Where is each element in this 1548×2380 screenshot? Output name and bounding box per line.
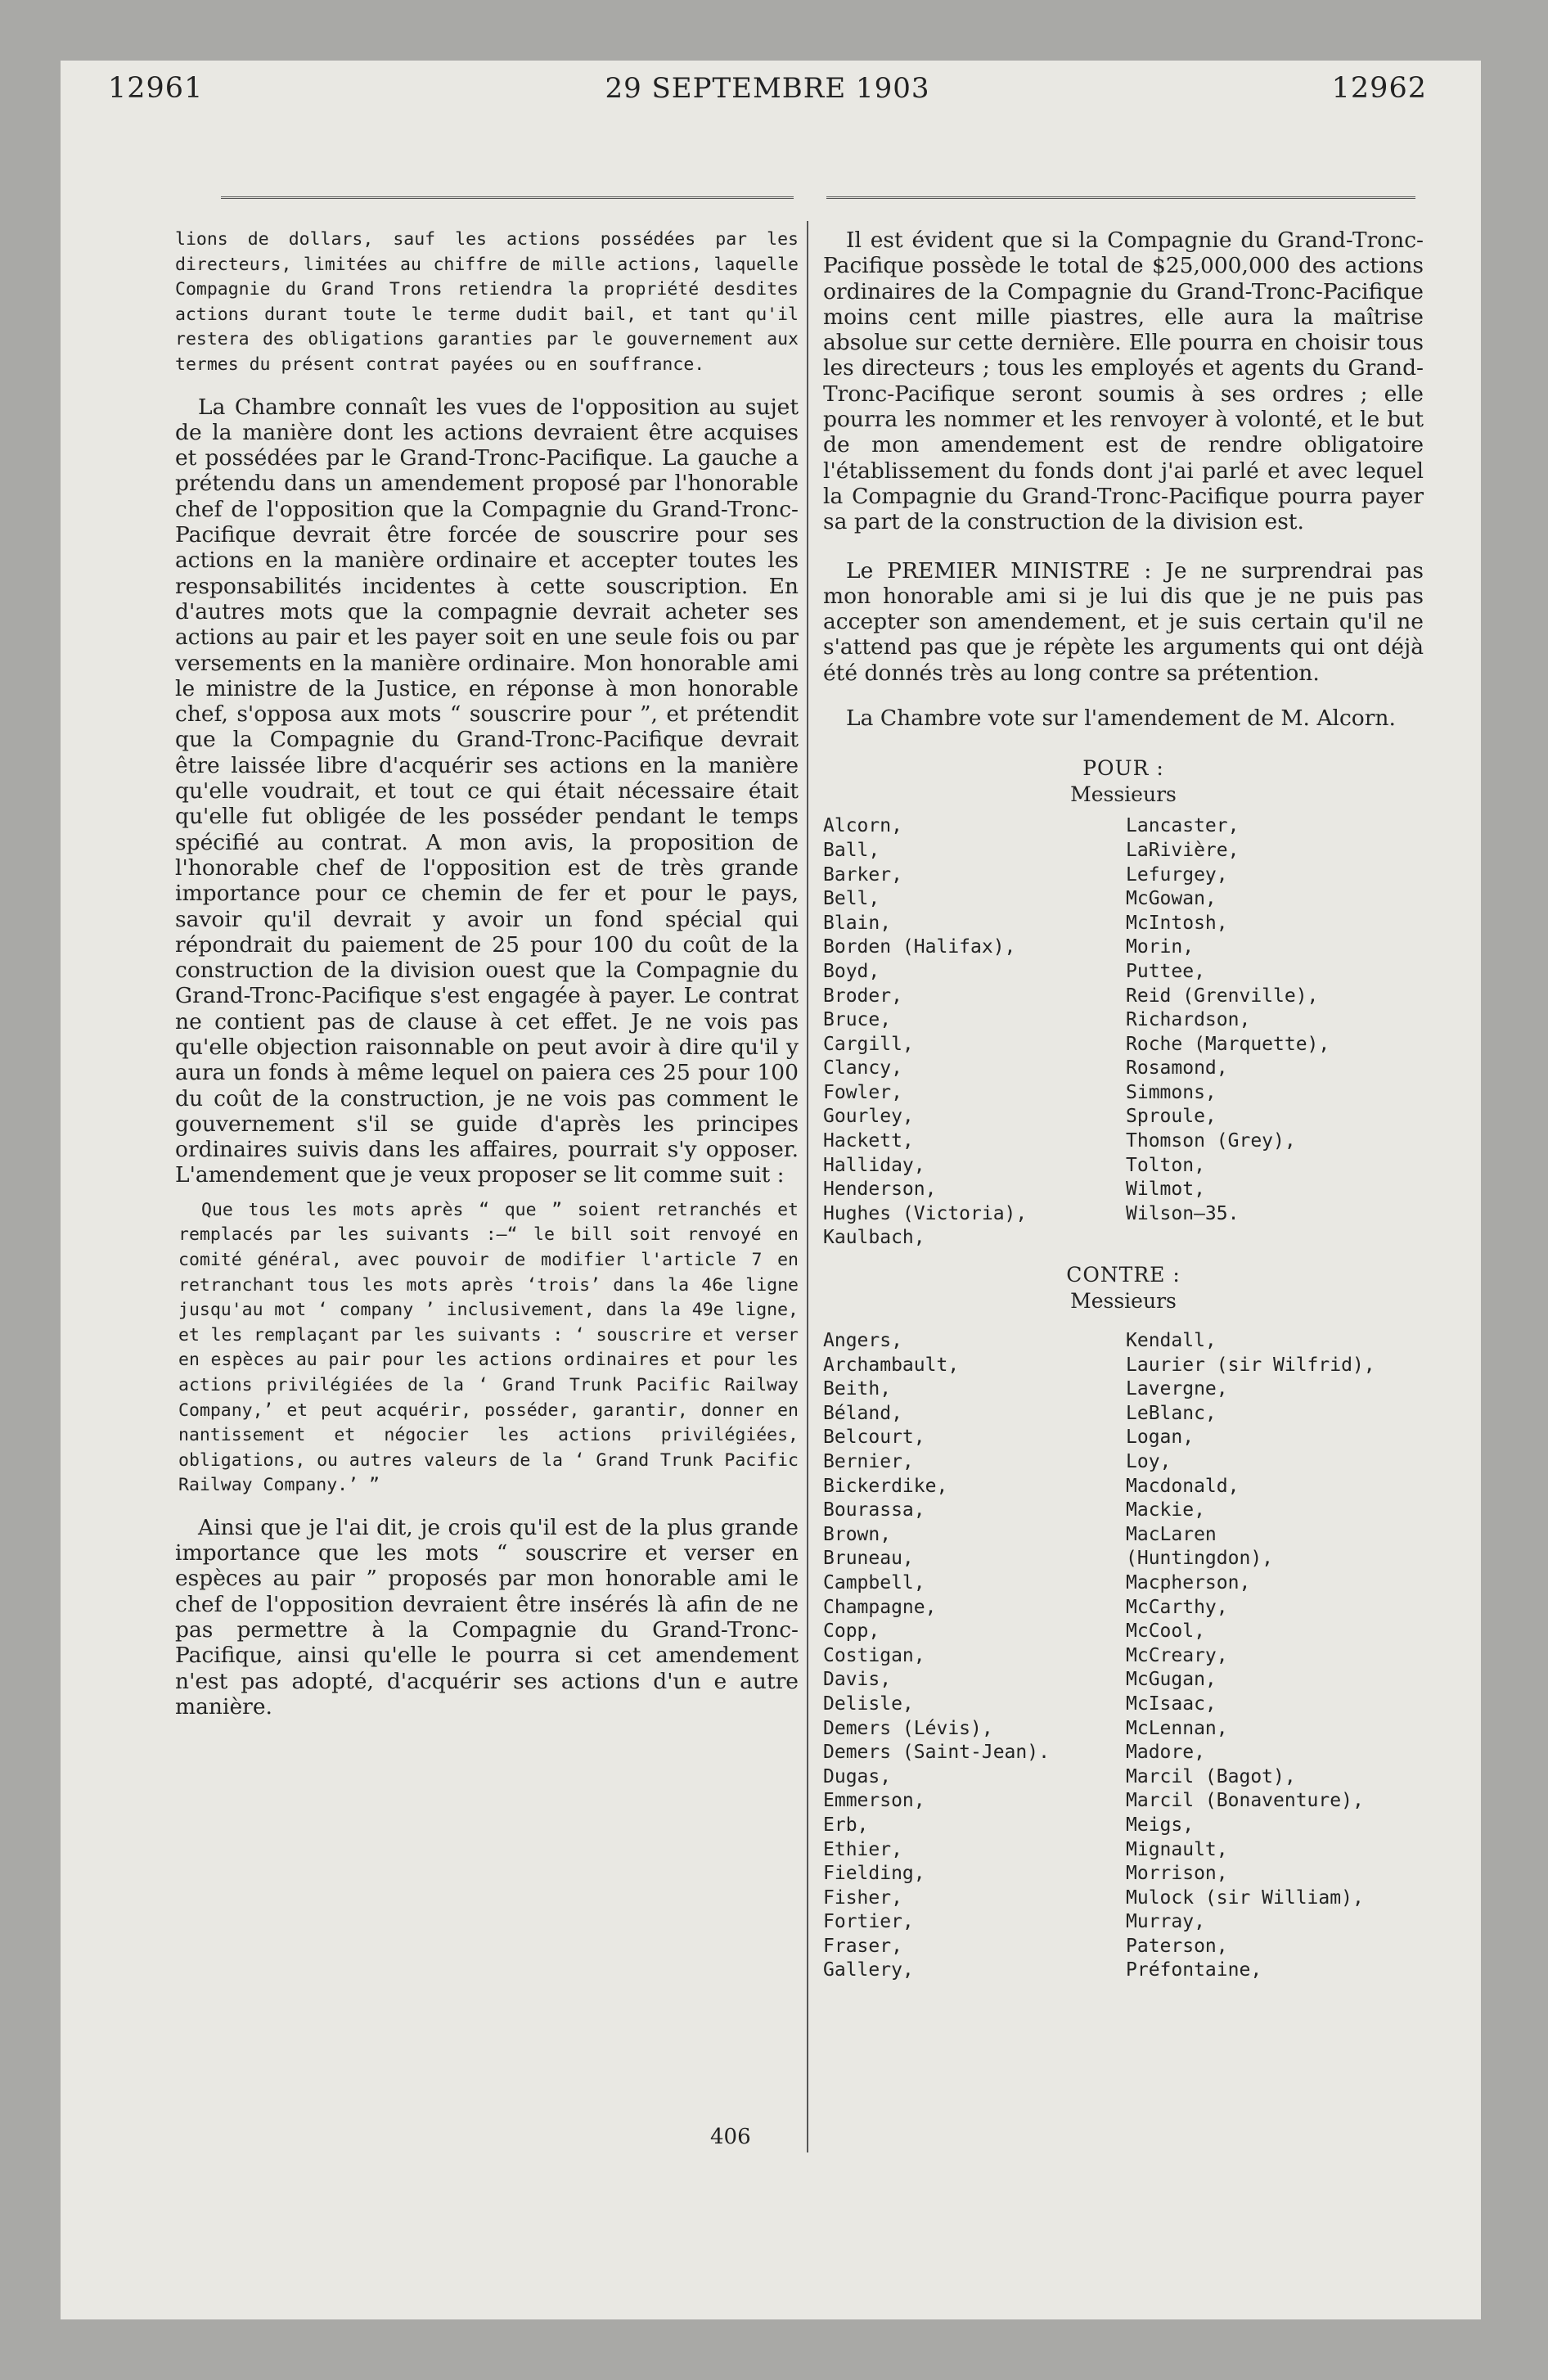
member-name: Paterson, [1126,1935,1228,1957]
page-header [108,72,1427,105]
amendment-quote [175,1198,799,1499]
member-name: MacLaren [1126,1523,1217,1545]
member-name: McGowan, [1126,888,1217,910]
member-name: Loy, [1126,1451,1172,1472]
member-name: Kendall, [1126,1330,1217,1352]
member-name: Davis, [823,1669,892,1691]
member-name: Wilson—35. [1126,1202,1240,1224]
member-name: Wilmot, [1126,1179,1205,1201]
member-name: Gallery, [823,1959,914,1981]
member-name: Fraser, [823,1935,902,1957]
right-column [823,228,1424,1983]
member-name: Champagne, [823,1596,937,1618]
contre-names-col1 [823,1329,1126,1983]
member-name: LeBlanc, [1126,1402,1217,1424]
member-name: Beith, [823,1378,892,1400]
member-name: Tolton, [1126,1154,1205,1176]
member-name: Murray, [1126,1911,1205,1933]
member-name: Macpherson, [1126,1571,1251,1593]
amendment-text: Que tous les mots après “ que ” soient retranchés et remplacés par les suivants :—“ le bill soit renvoyé en comité général, avec pouvoir de modifier l'article 7 en retranchant tous les mots après ‘trois’ dans la 46e ligne jusqu'au mot ‘ company ’ inclusivement, dans la 49e ligne, et les remplaçant par les suivants : ‘ souscrire et verser en espèces au pair pour les actions ordinaires et pour les actions privilégiées de la ‘ Grand Trunk Pacific Railway Company,’ et peut acquérir, posséder, garantir, donner en nantissement et négocier les actions privilégiées, obligations, ou autres valeurs de la ‘ Grand Trunk Pacific Railway Company.’ ” [178,1199,799,1496]
member-name: Préfontaine, [1126,1959,1262,1981]
member-name: Marcil (Bagot), [1126,1765,1296,1787]
member-name: Angers, [823,1330,902,1352]
member-name: Henderson, [823,1179,937,1201]
contre-names [823,1329,1424,1983]
member-name: Lancaster, [1126,815,1240,837]
column-divider [807,221,808,2152]
member-name: Laurier (sir Wilfrid), [1126,1354,1375,1376]
member-name: Simmons, [1126,1081,1217,1103]
member-name: Morrison, [1126,1863,1228,1885]
member-name: Blain, [823,912,892,934]
member-name: Thomson (Grey), [1126,1130,1296,1152]
member-name: Lefurgey, [1126,863,1228,886]
member-name: Delisle, [823,1693,914,1715]
member-name: Dugas, [823,1765,892,1787]
left-paragraph-contract: lions de dollars, sauf les actions possédées par les directeurs, limitées au chiffre de mille actions, laquelle Compagnie du Grand Trons retiendra la propriété desdites actions durant toute le terme dudit bail, et tant qu'il restera des obligations garanties par le gouvernement aux termes du présent contrat payées ou en souffrance. [175,229,799,375]
member-name: Halliday, [823,1154,925,1176]
member-name: Gourley, [823,1106,914,1128]
member-name: Puttee, [1126,960,1205,982]
contre-heading: CONTRE : [1066,1263,1181,1287]
member-name: Bernier, [823,1451,914,1472]
member-name: Roche (Marquette), [1126,1033,1330,1055]
member-name: McIsaac, [1126,1693,1217,1715]
member-name: Rosamond, [1126,1057,1228,1080]
member-name: Hughes (Victoria), [823,1202,1028,1224]
contre-names-col2 [1126,1329,1424,1983]
pour-names-col1 [823,814,1126,1251]
member-name: Broder, [823,985,902,1007]
member-name: Demers (Lévis), [823,1717,993,1739]
member-name: Belcourt, [823,1427,925,1449]
member-name: McCreary, [1126,1644,1228,1666]
header-rule-right [826,196,1415,202]
contre-subheading: Messieurs [1070,1289,1177,1314]
member-name: Copp, [823,1620,880,1643]
member-name: Brown, [823,1523,892,1545]
right-paragraph-control: Il est évident que si la Compagnie du Grand-Tronc-Pacifique possède le total de $25,000,000 des actions ordinaires de la Compagnie du Grand-Tronc-Pacifique moins cent mille piastres, elle aura la maîtrise absolue sur cette dernière. Elle pourra en choisir tous les directeurs ; tous les employés et agents du Grand-Tronc-Pacifique seront soumis à ses ordres ; elle pourra les nommer et les renvoyer à volonté, et le but de mon amendement est de rendre obligatoire l'établissement du fonds dont j'ai parlé et avec lequel la Compagnie du Grand-Tronc-Pacifique pourra payer sa part de la construction de la division est. [823,228,1424,535]
member-name: Madore, [1126,1742,1205,1764]
member-name: Ball, [823,839,880,861]
member-name: Sproule, [1126,1106,1217,1128]
member-name: McIntosh, [1126,912,1228,934]
page-number-right: 12962 [1331,72,1427,105]
left-paragraph-speech: La Chambre connaît les vues de l'opposition au sujet de la manière dont les actions devraient être acquises et possédées par le Grand-Tronc-Pacifique. La gauche a prétendu dans un amendement proposé par l'honorable chef de l'opposition que la Compagnie du Grand-Tronc-Pacifique devrait être forcée de souscrire pour ses actions en la manière ordinaire et accepter toutes les responsabilités incidentes à cette souscription. En d'autres mots que la compagnie devrait acheter ses actions au pair et les payer soit en une seule fois ou par versements en la manière ordinaire. Mon honorable ami le ministre de la Justice, en réponse à mon honorable chef, s'opposa aux mots “ souscrire pour ”, et prétendit que la Compagnie du Grand-Tronc-Pacifique devrait être laissée libre d'acquérir ses actions en la manière qu'elle voudrait, et tout ce qui était nécessaire était qu'elle fut obligée de les posséder pendant le temps spécifié au contrat. A mon avis, la proposition de l'honorable chef de l'opposition est de très grande importance pour ce chemin de fer et pour le pays, savoir qu'il devrait y avoir un fond spécial qui répondrait du paiement de 25 pour 100 du coût de la construction de la division ouest que la Compagnie du Grand-Tronc-Pacifique s'est engagée à payer. Le contrat ne contient pas de clause à cet effet. Je ne vois pas qu'elle objection raisonnable on peut avoir à dire qu'il y aura un fonds à même lequel on paiera ces 25 pour 100 du coût de la construction, je ne vois pas comment le gouvernement s'il se guide d'après les principes ordinaires suivis dans les affaires, pourrait s'y opposer. L'amendement que je veux proposer se lit comme suit : [175,394,799,1188]
member-name: Mulock (sir William), [1126,1886,1364,1909]
member-name: Fisher, [823,1886,902,1909]
member-name: Bourassa, [823,1499,925,1521]
page-number-left: 12961 [108,72,204,105]
member-name: Morin, [1126,936,1195,958]
header-rule-left [221,196,794,202]
left-paragraph-conclusion: Ainsi que je l'ai dit, je crois qu'il est de la plus grande importance que les mots “ souscrire et verser en espèces au pair ” proposés par mon honorable ami le chef de l'opposition devraient être insérés là afin de ne pas permettre à la Compagnie du Grand-Tronc-Pacifique, ainsi qu'elle le pourra si cet amendement n'est pas adopté, d'acquérir ses actions d'un e autre manière. [175,1514,799,1720]
member-name: McGugan, [1126,1669,1217,1691]
member-name: Boyd, [823,960,880,982]
member-name: Bruce, [823,1009,892,1031]
member-name: Hackett, [823,1130,914,1152]
member-name: LaRivière, [1126,839,1240,861]
member-name: Demers (Saint-Jean). [823,1742,1050,1764]
member-name: Cargill, [823,1033,914,1055]
member-name: McCarthy, [1126,1596,1228,1618]
right-paragraph-vote: La Chambre vote sur l'amendement de M. Alcorn. [846,705,1396,732]
member-name: Meigs, [1126,1814,1195,1836]
member-name: Alcorn, [823,815,902,837]
member-name: McLennan, [1126,1717,1228,1739]
member-name: Kaulbach, [823,1227,925,1249]
page-footer-number: 406 [710,2125,751,2149]
member-name: Logan, [1126,1427,1195,1449]
member-name: Richardson, [1126,1009,1251,1031]
member-name: Ethier, [823,1838,902,1860]
member-name: Macdonald, [1126,1475,1240,1497]
member-name: Mackie, [1126,1499,1205,1521]
member-name: Borden (Halifax), [823,936,1016,958]
member-name: Reid (Grenville), [1126,985,1319,1007]
member-name: Fielding, [823,1863,925,1885]
member-name: Lavergne, [1126,1378,1228,1400]
pour-names-col2 [1126,814,1424,1251]
member-name: Fowler, [823,1081,902,1103]
member-name: Bruneau, [823,1548,914,1570]
member-name: Mignault, [1126,1838,1228,1860]
member-name: Archambault, [823,1354,960,1376]
member-name: Clancy, [823,1057,902,1080]
member-name: Emmerson, [823,1790,925,1812]
member-name: (Huntingdon), [1126,1548,1274,1570]
member-name: Bell, [823,888,880,910]
member-name: Costigan, [823,1644,925,1666]
member-name: Béland, [823,1402,902,1424]
pour-subheading: Messieurs [1070,782,1177,807]
member-name: Erb, [823,1814,869,1836]
member-name: McCool, [1126,1620,1205,1643]
right-paragraph-premier: Le PREMIER MINISTRE : Je ne surprendrai pas mon honorable ami si je lui dis que je ne puis pas accepter son amendement, et je suis certain qu'il ne s'attend pas que je répète les arguments qui ont déjà été donnés très au long contre sa prétention. [823,557,1424,686]
member-name: Marcil (Bonaventure), [1126,1790,1364,1812]
page-date: 29 SEPTEMBRE 1903 [605,72,930,105]
member-name: Campbell, [823,1571,925,1593]
left-column [175,228,799,1720]
pour-heading: POUR : [1082,756,1164,781]
member-name: Barker, [823,863,902,886]
member-name: Fortier, [823,1911,914,1933]
member-name: Bickerdike, [823,1475,948,1497]
pour-names [823,814,1424,1251]
